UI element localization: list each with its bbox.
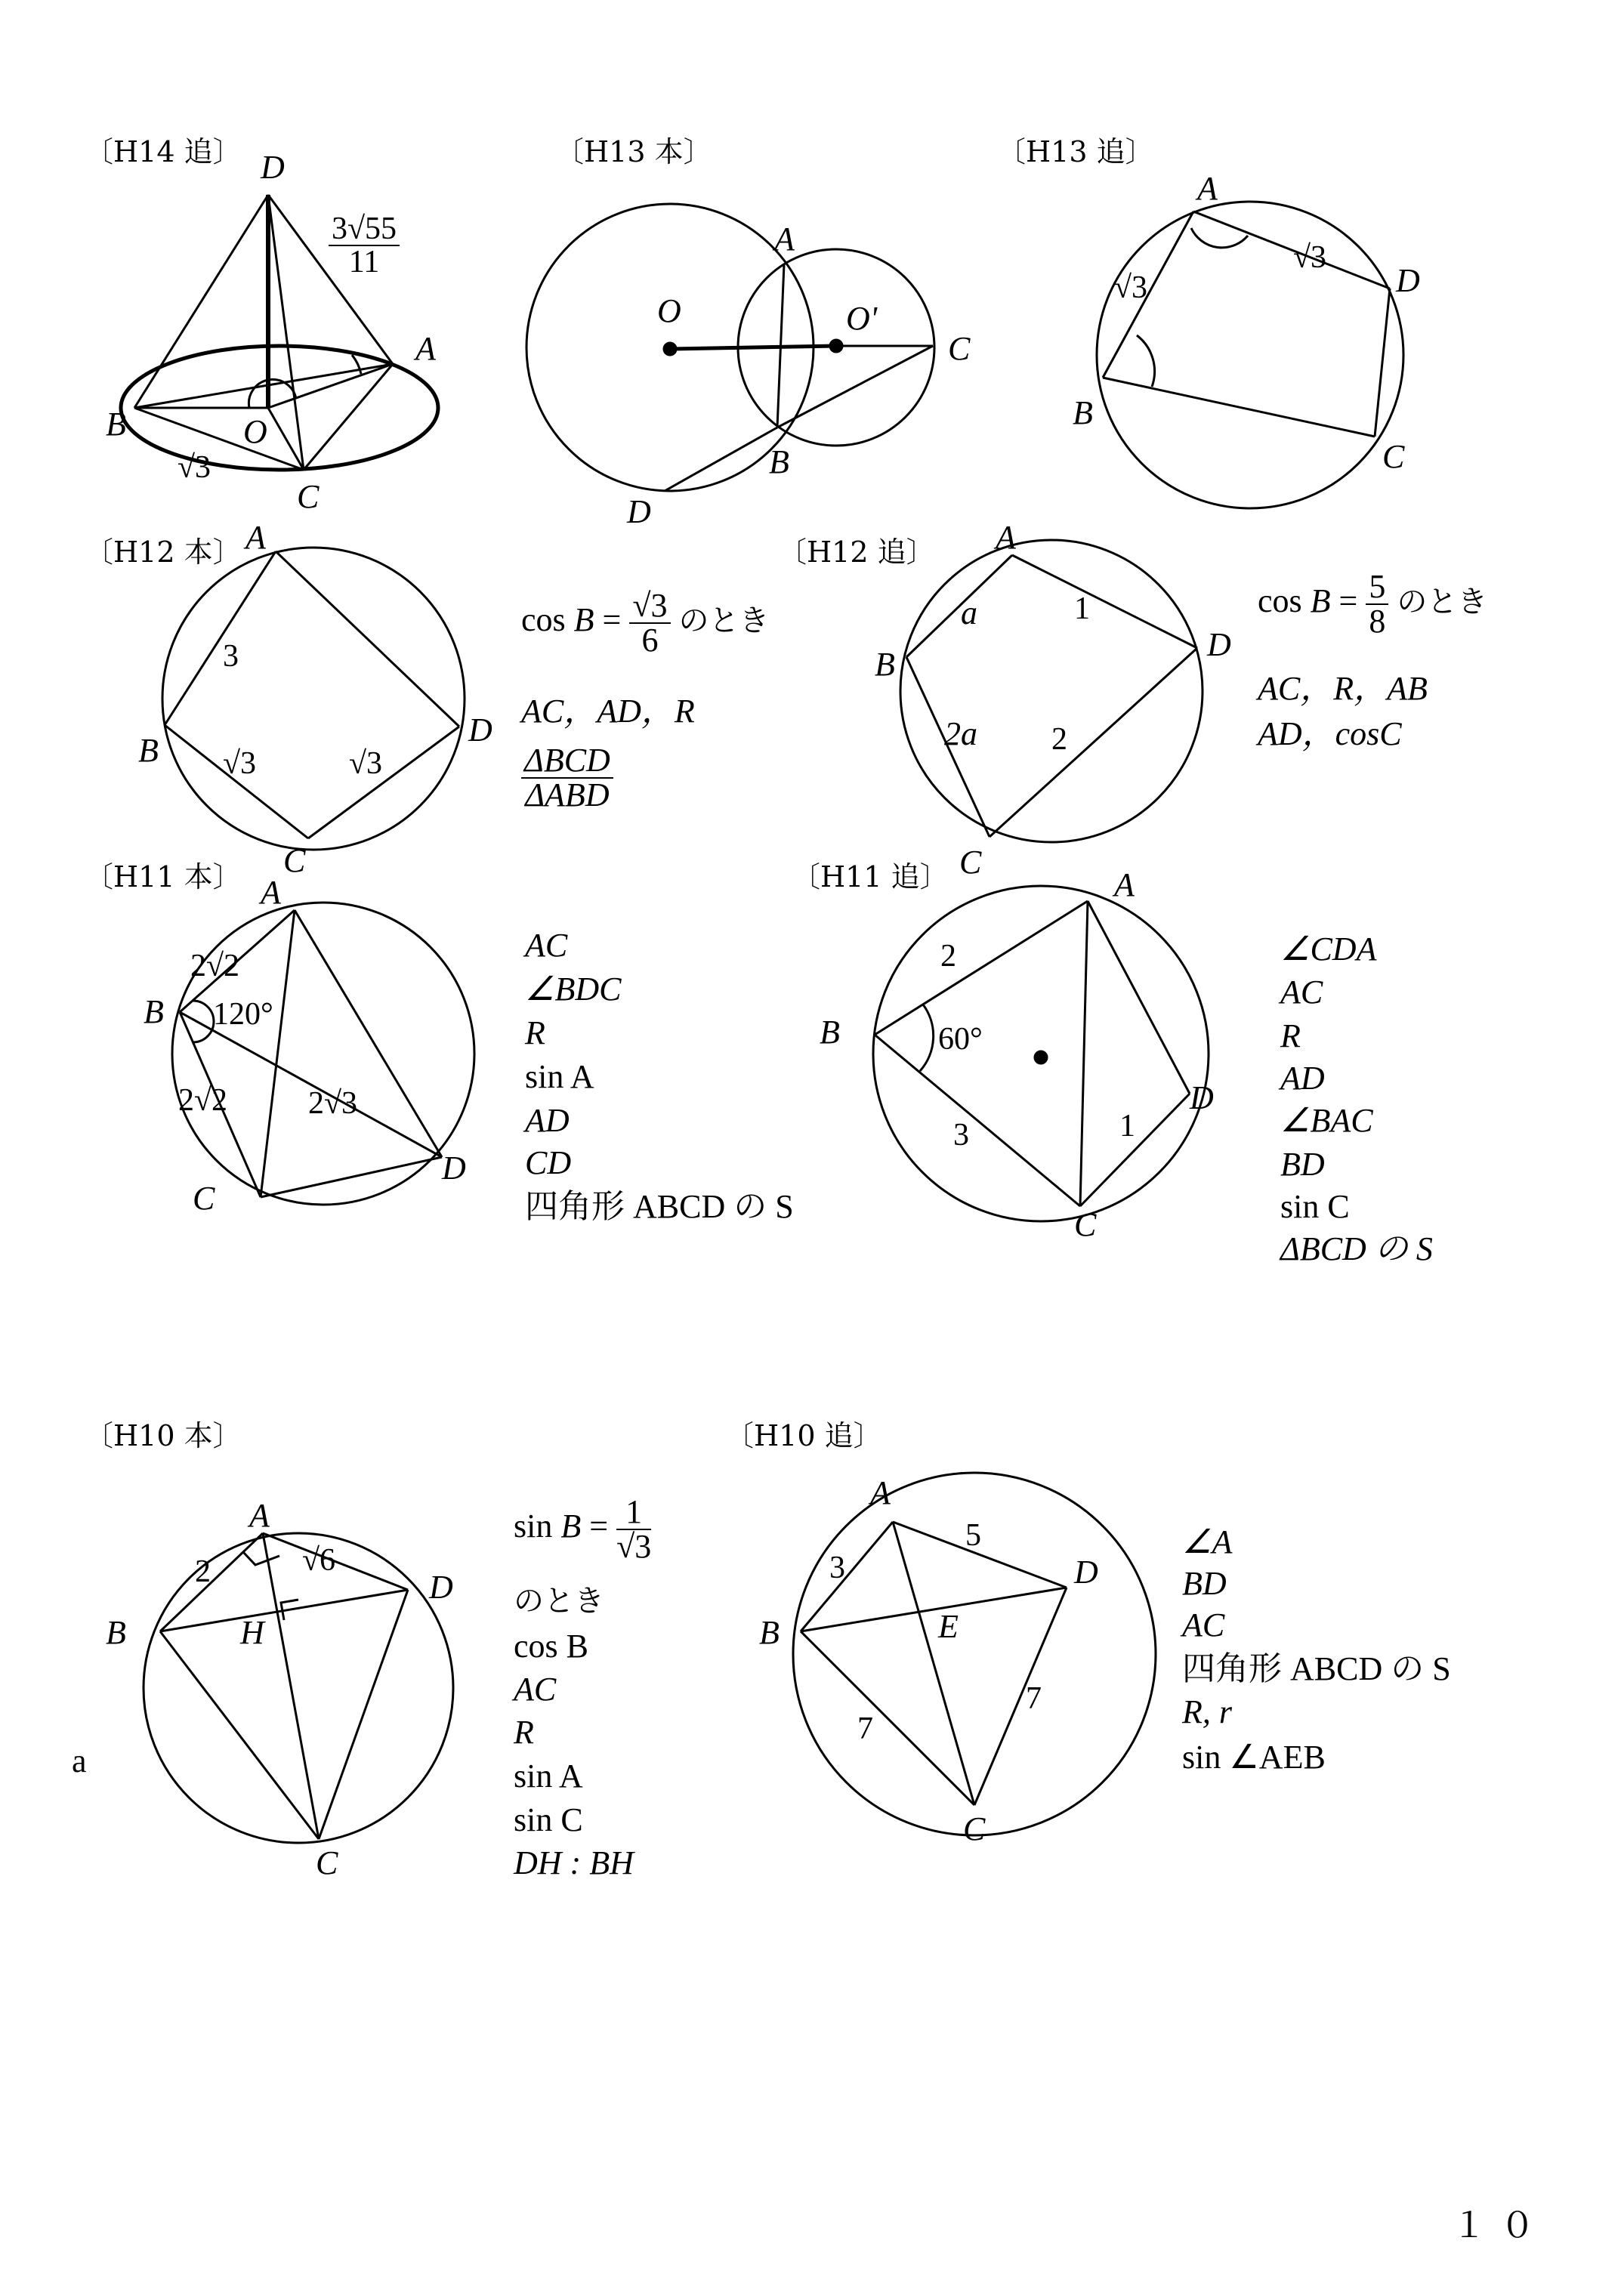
h12tsui-given-den: 8 (1369, 603, 1386, 640)
h11hon-AC (261, 910, 295, 1197)
h14-length-BC: √3 (178, 450, 211, 485)
h11tsui-center (1035, 1051, 1047, 1063)
header-h11tsui: 〔H11 追〕 (792, 860, 949, 893)
h12tsui-length-CD: 2 (1051, 722, 1067, 757)
h14-length-DA-num: 3√55 (329, 213, 400, 246)
h14-edge-DB (134, 195, 268, 408)
h13tsui-label-A: A (1197, 170, 1218, 207)
h11hon-ask-3: sin A (525, 1058, 594, 1095)
h12hon-given-fn: cos (521, 601, 566, 639)
h13tsui-label-D: D (1396, 262, 1420, 299)
h12tsui-length-BC: 2a (944, 715, 977, 752)
h14-length-DA-den: 11 (348, 245, 380, 279)
h10hon-label-H: H (240, 1614, 264, 1651)
h11tsui-label-B: B (820, 1014, 840, 1051)
h12tsui-given-suffix: のとき (1397, 585, 1488, 620)
h12tsui-label-A: A (996, 519, 1016, 556)
h10tsui-length-CD: 7 (1026, 1681, 1042, 1716)
h11hon-label-B: B (144, 993, 164, 1030)
h10hon-length-AD: √6 (302, 1543, 336, 1578)
h11tsui-angle-B (920, 1005, 934, 1071)
h13hon-label-Op: O' (846, 300, 878, 337)
h10tsui-ask-1: BD (1182, 1565, 1227, 1602)
header-h12hon: 〔H12 本〕 (85, 535, 242, 569)
header-h13hon: 〔H13 本〕 (555, 135, 712, 168)
header-h10hon: 〔H10 本〕 (85, 1419, 242, 1452)
h11tsui-ask-4: ∠BAC (1280, 1102, 1373, 1139)
h10tsui-length-BC: 7 (857, 1711, 873, 1746)
h11hon-ask-6: 四角形 ABCD の S (525, 1188, 794, 1225)
h12hon-figure (162, 548, 465, 850)
h12hon-CD (308, 727, 459, 838)
h13hon-center-O (664, 343, 676, 355)
header-h12tsui: 〔H12 追〕 (778, 535, 935, 569)
h10hon-length-AB: 2 (195, 1554, 211, 1589)
h10hon-right-angle-A (243, 1552, 279, 1565)
h11hon-label-A: A (261, 874, 281, 911)
h12tsui-given-var: B (1310, 582, 1331, 620)
h13hon-label-B: B (769, 443, 789, 480)
h10tsui-label-D: D (1074, 1554, 1098, 1591)
h11hon-angle-B: 120° (213, 997, 273, 1032)
h10hon-BC (160, 1631, 319, 1839)
h11tsui-BA (875, 901, 1088, 1035)
h12hon-length-CD: √3 (349, 746, 383, 781)
h11hon-length-BA: 2√2 (190, 949, 240, 983)
h14-label-A: A (415, 330, 436, 367)
h12hon-ratio-den: ΔABD (525, 776, 610, 813)
h10tsui-AB (801, 1522, 893, 1631)
h11tsui-label-A: A (1114, 866, 1135, 903)
h11hon-CD (261, 1157, 442, 1197)
h11tsui-length-BC: 3 (953, 1118, 969, 1153)
h12hon-AB (165, 551, 276, 725)
h11hon-label-C: C (193, 1180, 215, 1217)
h12hon-label-A: A (245, 519, 266, 556)
h11hon-label-D: D (442, 1150, 466, 1187)
h13tsui-angle-B (1137, 335, 1155, 387)
h10hon-side-mark: a (72, 1742, 87, 1779)
h11tsui-label-D: D (1190, 1079, 1214, 1116)
h12hon-label-B: B (138, 732, 159, 769)
h11hon-ask-4: AD (525, 1102, 570, 1139)
header-h14tsui: 〔H14 追〕 (85, 135, 242, 168)
h11hon-ask-2: R (525, 1014, 545, 1051)
h11hon-figure (172, 903, 474, 1205)
h14-label-B: B (106, 406, 126, 443)
h11hon-length-BC: 2√2 (178, 1083, 228, 1118)
h13tsui-label-B: B (1073, 394, 1093, 431)
h13tsui-circle (1097, 202, 1403, 508)
h10tsui-label-E: E (938, 1608, 959, 1645)
h12hon-ratio (521, 744, 613, 812)
h10hon-given-num: 1 (616, 1495, 651, 1530)
h13tsui-angle-A (1191, 228, 1248, 248)
h13tsui-DC (1375, 289, 1390, 437)
h13hon-figure (526, 204, 934, 491)
h10tsui-ask-3: 四角形 ABCD の S (1182, 1650, 1451, 1687)
h10tsui-ask-4: R, r (1182, 1693, 1232, 1730)
h12hon-length-AB: 3 (223, 639, 239, 674)
h11tsui-length-CD: 1 (1119, 1109, 1135, 1143)
h12hon-circle (162, 548, 465, 850)
h12tsui-length-AB: a (961, 594, 977, 631)
h12hon-ratio-num: ΔBCD (521, 744, 613, 779)
h12tsui-figure (900, 540, 1203, 842)
h14-label-O: O (243, 413, 267, 450)
h12hon-label-D: D (468, 711, 492, 748)
h11tsui-ask-3: AD (1280, 1060, 1325, 1097)
h10tsui-length-AD: 5 (965, 1518, 981, 1553)
h12tsui-ask-1: AD，cosC (1258, 715, 1402, 752)
h10hon-label-C: C (316, 1844, 338, 1881)
h10hon-AC (263, 1533, 319, 1839)
h13hon-label-O: O (657, 292, 681, 329)
h10hon-ask-0: cos B (514, 1628, 588, 1665)
h10hon-ask-2: R (514, 1714, 534, 1751)
header-h11hon: 〔H11 本〕 (85, 860, 242, 893)
h10hon-ask-4: sin C (514, 1801, 583, 1838)
h11tsui-label-C: C (1074, 1206, 1097, 1243)
h10hon-ask-1: AC (514, 1671, 557, 1708)
h13hon-label-C: C (948, 330, 971, 367)
h12tsui-circle (900, 540, 1203, 842)
h13hon-label-D: D (627, 493, 651, 530)
h14-OC (268, 408, 304, 470)
h10hon-figure (144, 1533, 453, 1843)
h12tsui-label-B: B (875, 646, 895, 683)
h12tsui-given-fn: cos (1258, 582, 1302, 620)
h12hon-given-var: B (573, 601, 594, 639)
h12hon-length-BC: √3 (223, 746, 257, 781)
h14-edge-BC (134, 408, 304, 470)
h11tsui-angle-B: 60° (938, 1022, 983, 1057)
h12hon-given: cos B = $\frac{√3}{6}$ のとき (521, 587, 770, 659)
h10hon-given-var: B (560, 1508, 582, 1545)
h13tsui-label-C: C (1382, 438, 1405, 475)
header-h10tsui: 〔H10 追〕 (725, 1419, 882, 1452)
page-number: １０ (1452, 2205, 1548, 2245)
h12hon-DA (276, 551, 459, 727)
h12tsui-length-AD: 1 (1074, 591, 1090, 626)
h13hon-OOp (670, 346, 836, 349)
h13hon-BC (777, 346, 933, 427)
h12hon-label-C: C (283, 842, 306, 879)
h10hon-given-den: √3 (616, 1528, 652, 1565)
h13tsui-figure (1097, 202, 1403, 508)
h11tsui-AC (1080, 901, 1088, 1206)
h11tsui-ask-7: ΔBCD の S (1280, 1230, 1433, 1267)
h14-label-C: C (297, 478, 320, 515)
h10tsui-ask-2: AC (1182, 1606, 1225, 1643)
h11tsui-AD (1088, 901, 1190, 1094)
h11hon-ask-0: AC (525, 927, 568, 964)
h12hon-given-num: √3 (629, 589, 670, 624)
h12tsui-CD (990, 648, 1197, 837)
h12tsui-given: cos B = $\frac{5}{8}$ のとき (1258, 568, 1488, 640)
h11tsui-ask-2: R (1280, 1017, 1301, 1054)
h10tsui-DC (974, 1588, 1067, 1805)
h10tsui-ask-0: ∠A (1182, 1523, 1233, 1560)
h11tsui-ask-1: AC (1280, 974, 1323, 1011)
h12tsui-label-D: D (1207, 626, 1231, 663)
h11tsui-figure (873, 886, 1209, 1221)
h12tsui-ask-0: AC，R，AB (1258, 670, 1428, 707)
h10tsui-BD (801, 1588, 1067, 1631)
h11tsui-length-BA: 2 (940, 939, 956, 974)
h13hon-label-A: A (774, 221, 795, 258)
h11tsui-BC (875, 1035, 1080, 1206)
h12hon-ask-0: AC，AD，R (521, 693, 695, 730)
h10tsui-length-AB: 3 (829, 1551, 845, 1585)
h12hon-given-den: 6 (641, 622, 659, 659)
h10hon-DC (319, 1590, 408, 1839)
h10tsui-AC (893, 1522, 974, 1805)
h10hon-given-fn: sin (514, 1508, 553, 1545)
h10hon-ask-5: DH : BH (514, 1844, 634, 1881)
h11tsui-ask-0: ∠CDA (1280, 930, 1377, 968)
h11hon-length-BD: 2√3 (308, 1086, 358, 1121)
h14-length-DA (329, 213, 400, 278)
h12tsui-AD (1012, 555, 1197, 648)
h10tsui-label-A: A (870, 1474, 891, 1511)
h13tsui-length-AB: √3 (1114, 270, 1148, 305)
h10hon-given: sin B = $\frac{1}{√3}$ (514, 1493, 652, 1565)
h14-label-D: D (261, 149, 285, 186)
h14-edge-BA (134, 364, 393, 408)
h10tsui-label-C: C (963, 1810, 986, 1847)
h12hon-given-suffix: のとき (678, 603, 770, 639)
h13tsui-BC (1103, 378, 1375, 437)
h10hon-label-D: D (429, 1569, 453, 1606)
h13hon-center-Op (830, 340, 842, 352)
h11tsui-ask-5: BD (1280, 1146, 1325, 1183)
h11hon-ask-5: CD (525, 1144, 572, 1181)
h13tsui-length-AD: √3 (1293, 240, 1327, 275)
h11tsui-ask-6: sin C (1280, 1188, 1350, 1225)
h10hon-circle (144, 1533, 453, 1843)
h10hon-ask-3: sin A (514, 1758, 583, 1795)
h10tsui-label-B: B (759, 1614, 780, 1651)
h12tsui-label-C: C (959, 844, 982, 881)
h12tsui-given-num: 5 (1366, 570, 1388, 605)
h10hon-label-B: B (106, 1614, 126, 1651)
h10hon-given-suffix: のとき (514, 1584, 604, 1619)
header-h13tsui: 〔H13 追〕 (997, 135, 1154, 168)
h11hon-ask-1: ∠BDC (525, 971, 622, 1008)
h10hon-label-A: A (249, 1497, 270, 1534)
h10tsui-ask-5: sin ∠AEB (1182, 1739, 1326, 1776)
